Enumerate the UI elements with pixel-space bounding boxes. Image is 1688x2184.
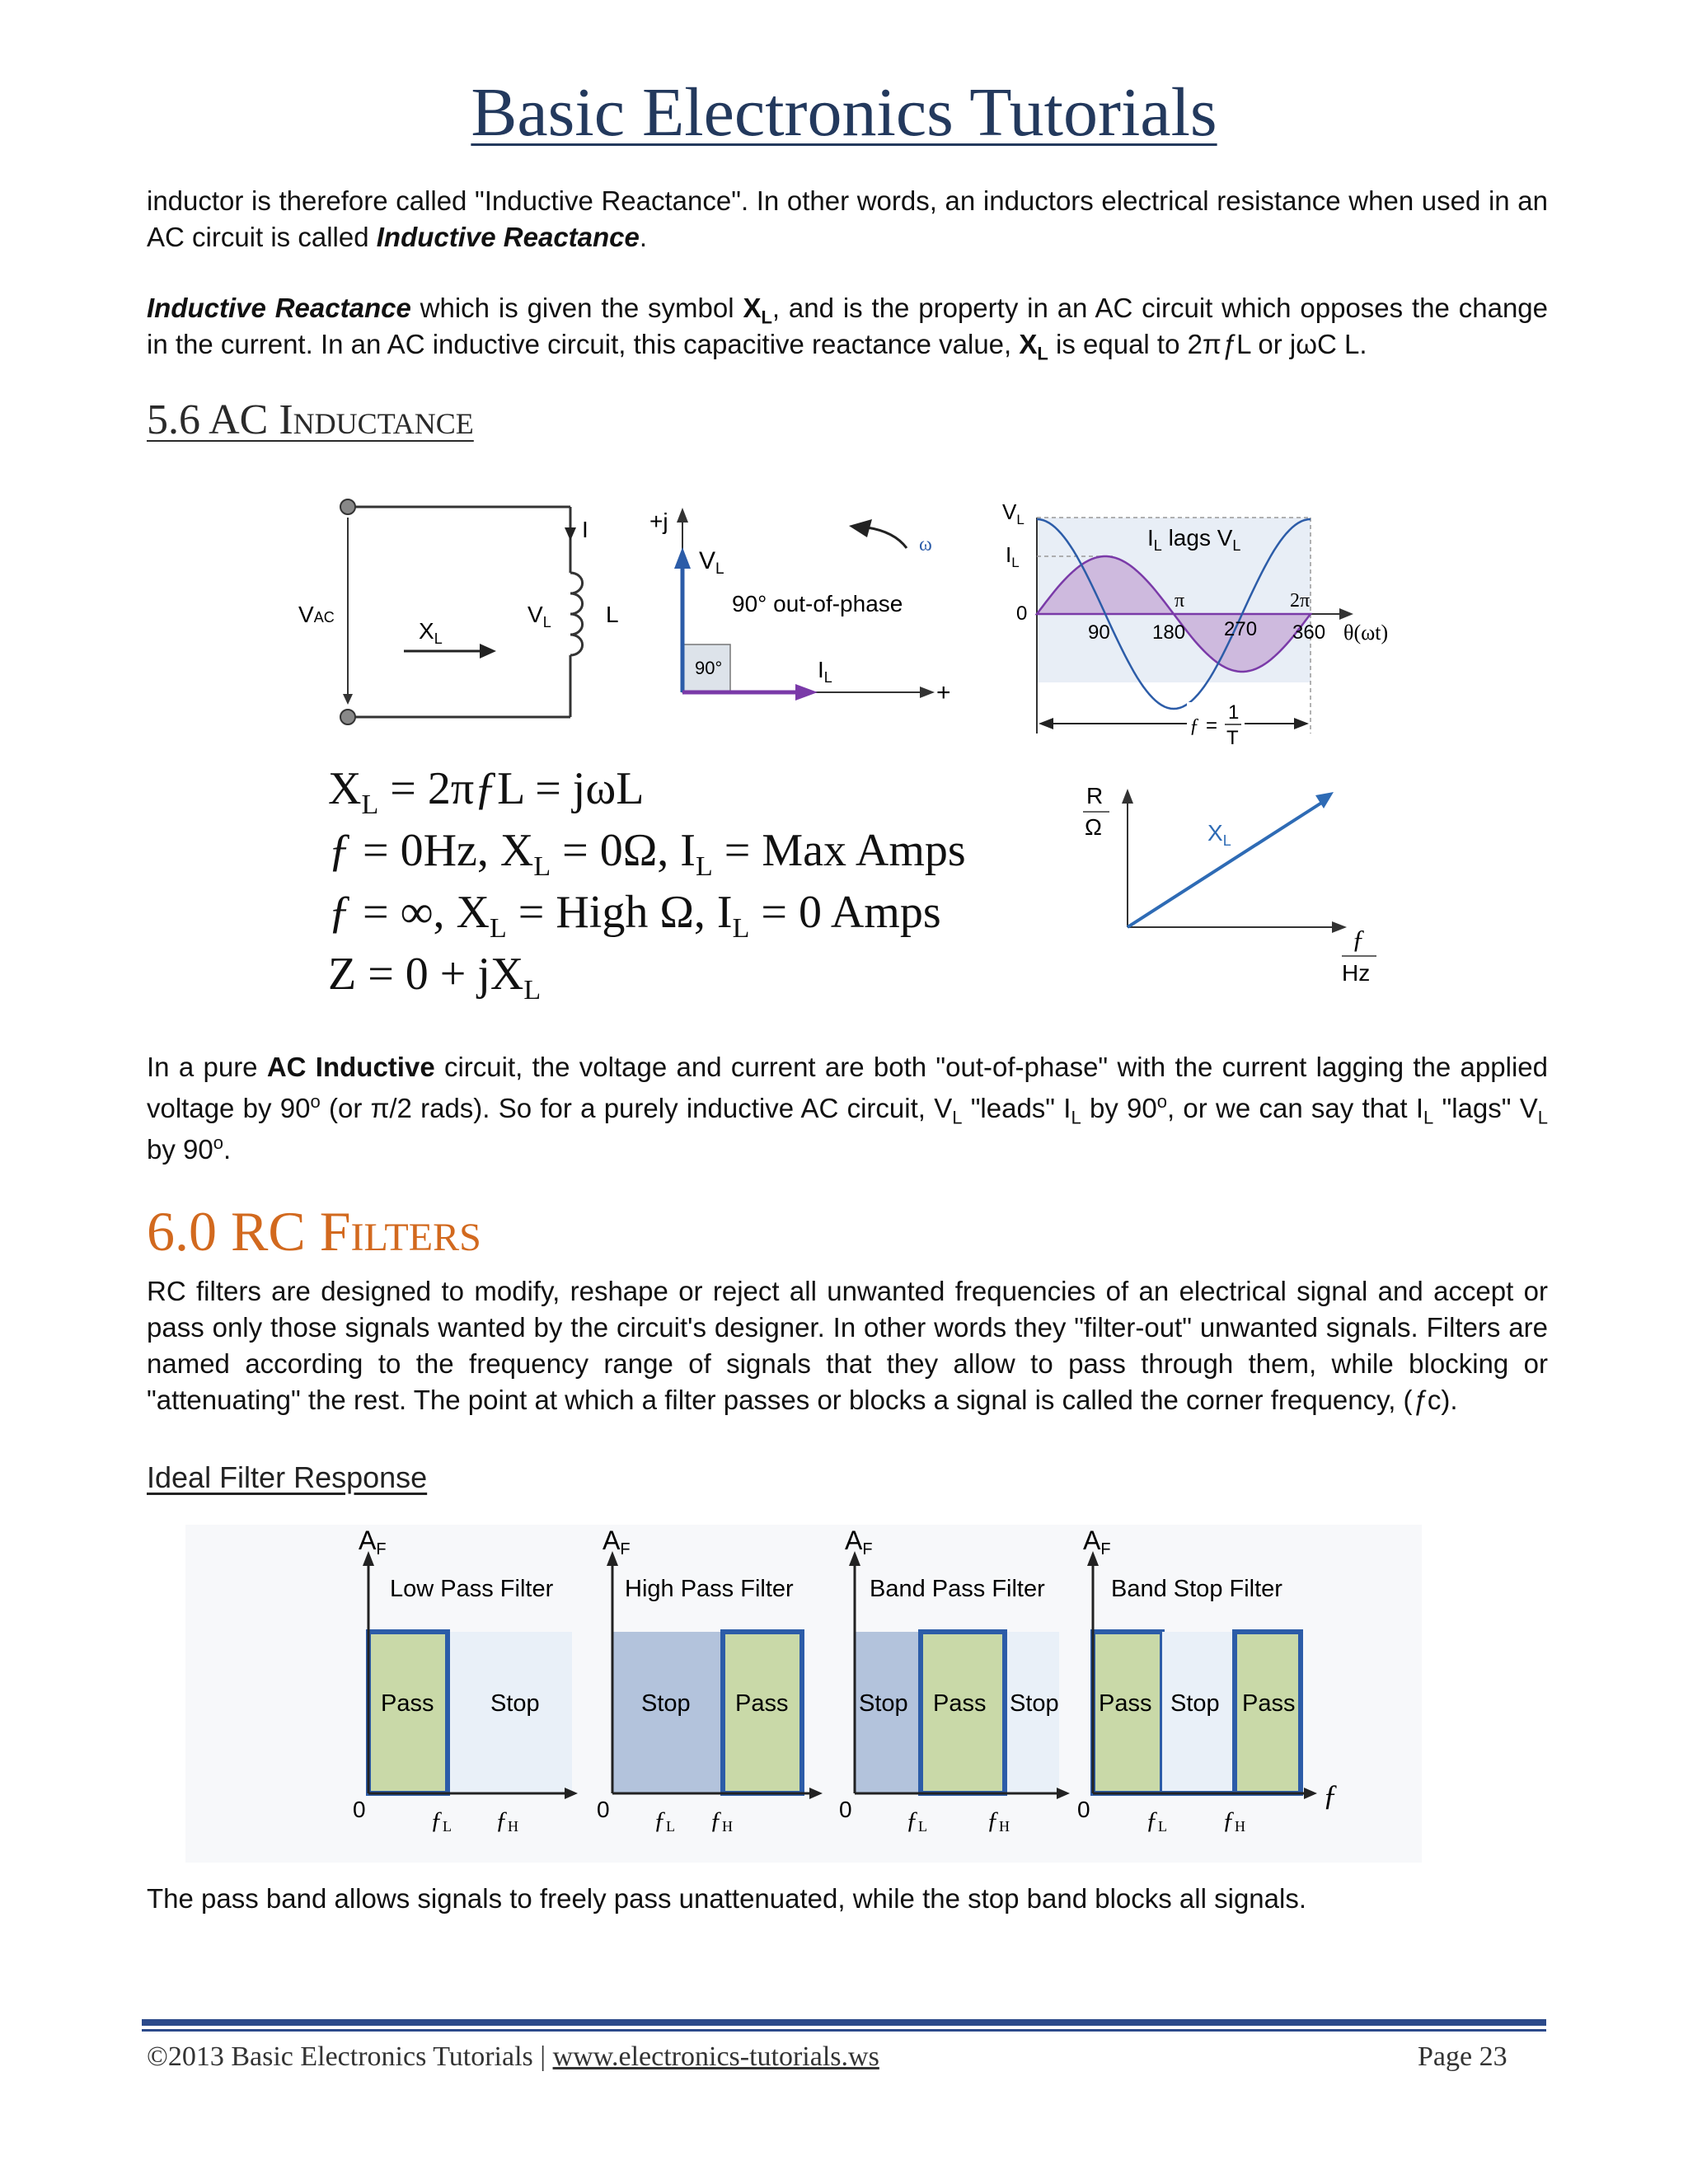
footer-link[interactable]: www.electronics-tutorials.ws [552, 2041, 879, 2072]
page-header [0, 73, 1688, 152]
bpf-zero: 0 [839, 1797, 852, 1822]
phasor-diagram [649, 508, 951, 706]
filter-f-axis: ƒ [1323, 1779, 1338, 1811]
footer-rule-thin [142, 2029, 1546, 2032]
intro-paragraph-1 [147, 183, 1548, 255]
ideal-filter-heading: Ideal Filter Response [147, 1460, 428, 1494]
lpf-stop-label: Stop [490, 1690, 540, 1717]
bsf-pass-low-label: Pass [1099, 1690, 1152, 1717]
footer-separator: | [532, 2041, 553, 2072]
equation-2: ƒ = 0Hz, $X_L = 0\Omega$, $I_L$ = Max Amps [328, 825, 966, 883]
bsf-title: Band Stop Filter [1111, 1576, 1282, 1602]
intro-text-5: L or jωC L. [1236, 329, 1367, 359]
bpf-af-label: AF [845, 1526, 873, 1558]
two-pi-label: 2π [1290, 590, 1311, 612]
footer-rule [142, 2019, 1546, 2026]
graph-xl-label: $X_L$ [1207, 820, 1231, 849]
terminal-bottom [340, 710, 355, 724]
phasor-il-label: $I_L$ [818, 657, 832, 686]
hpf-zero: 0 [597, 1797, 610, 1822]
header-title: Basic Electronics Tutorials [471, 74, 1217, 151]
waveform-zero: 0 [1016, 602, 1028, 625]
intro-emphasis: Inductive Reactance [376, 222, 640, 252]
waveform-il-label: $I_L$ [1006, 542, 1020, 570]
footer-page-number: Page 23 [1418, 2041, 1507, 2072]
xl-line [1128, 802, 1323, 927]
phasor-vl-label: $V_L$ [699, 547, 724, 578]
circuit-schematic [298, 499, 619, 724]
symbol-x-sub: L [761, 307, 772, 328]
bsf-zero: 0 [1077, 1797, 1090, 1822]
inductance-diagram [280, 486, 1434, 766]
section-heading-6-0 [147, 1199, 481, 1264]
ohm-label: Ω [1085, 814, 1102, 840]
equation-1: $X_L$ = 2πƒL = jωL [328, 763, 645, 821]
equation-4: $Z = 0 + jX_L$ [328, 949, 542, 1006]
equation-3: ƒ = ∞, $X_L$ = High Ω, $I_L = 0$ Amps [328, 887, 941, 944]
bpf-stop-low-label: Stop [859, 1690, 908, 1717]
bpf-title: Band Pass Filter [870, 1576, 1045, 1602]
freq-symbol: ƒ [1221, 329, 1237, 359]
bpf-fh: ƒH [987, 1807, 1010, 1835]
filter-response-diagram [185, 1525, 1422, 1863]
lpf-title: Low Pass Filter [390, 1576, 554, 1602]
hpf-fl: ƒL [654, 1807, 675, 1835]
hz-label: Hz [1342, 960, 1371, 986]
lpf-pass-label: Pass [381, 1690, 434, 1717]
bpf-pass-label: Pass [933, 1690, 987, 1717]
intro-emphasis-2: Inductive Reactance [147, 293, 411, 323]
terminal-top [340, 499, 355, 514]
inductor-label: L [606, 602, 619, 627]
intro-text-end: . [639, 222, 648, 252]
vac-label: VAC [298, 602, 335, 627]
plus-label: + [936, 679, 951, 706]
rc-paragraph: RC filters are designed to modify, reshape or reject all unwanted frequencies of an electrical signal and accept or pass only those signals wanted by the circuit's designer. In other words they "filter-out" unwanted signals. Filters are named according to the frequency range of signals that they allow to pass through them, while blocking or "attenuating" the rest. The point at which a filter passes or blocks a signal is called the corner frequency, (ƒc). [147, 1276, 1548, 1415]
circuit-xl-label: $X_L$ [419, 618, 443, 647]
lags-label: $I_L$ lags $V_L$ [1147, 525, 1241, 554]
lpf-af-label: AF [359, 1526, 387, 1558]
graph-f-label: ƒ [1352, 924, 1365, 954]
hpf-fh: ƒH [710, 1807, 733, 1835]
current-label: I [582, 517, 588, 542]
inductor-coil [570, 573, 583, 655]
tick-270: 270 [1224, 618, 1258, 640]
plus-j-label: +j [649, 509, 668, 534]
symbol-x: X [743, 293, 762, 323]
r-label: R [1086, 783, 1104, 808]
circuit-vl-label: $V_L$ [528, 602, 551, 630]
current-arrow [565, 527, 576, 541]
bsf-pass-high-label: Pass [1242, 1690, 1296, 1717]
theta-axis-label: θ(ωt) [1343, 621, 1389, 644]
intro-text-3: , and is the property in an AC circuit which opposes the change in the current. In an AC inductive circuit, this capacitive reactance value, [147, 293, 1549, 359]
section-heading-5-6 [147, 396, 474, 444]
tick-180: 180 [1152, 621, 1186, 644]
freq-num: 1 [1228, 701, 1240, 724]
symbol-x-sub-2: L [1037, 343, 1048, 364]
intro-text: inductor is therefore called "Inductive Reactance". In other words, an inductors electrical resistance when used in an AC circuit is called [147, 185, 1548, 252]
tick-90: 90 [1088, 621, 1110, 644]
section-title-rc: 6.0 RC Filters [147, 1200, 481, 1263]
symbol-x-2: X [1019, 329, 1038, 359]
intro-text-2: which is given the symbol [410, 293, 743, 323]
intro-text-4: is equal to 2π [1048, 329, 1221, 359]
hpf-pass-label: Pass [735, 1690, 789, 1717]
freq-f: ƒ [1189, 715, 1199, 737]
angle-label: 90° [695, 658, 723, 678]
hpf-af-label: AF [603, 1526, 631, 1558]
bsf-af-label: AF [1083, 1526, 1111, 1558]
bsf-fl: ƒL [1146, 1807, 1167, 1835]
out-of-phase-label: 90° out-of-phase [732, 591, 903, 616]
tick-360: 360 [1292, 621, 1326, 644]
section-title: 5.6 AC Inductance [147, 396, 474, 443]
reactance-frequency-graph [1071, 779, 1418, 993]
footer-left [147, 2041, 879, 2073]
footer-copyright: ©2013 Basic Electronics Tutorials [147, 2041, 533, 2072]
pi-label: π [1175, 590, 1185, 612]
omega-label: ω [919, 534, 932, 555]
hpf-stop-label: Stop [641, 1690, 691, 1717]
xl-arrow [480, 644, 496, 658]
freq-den: T [1226, 727, 1239, 749]
bsf-stop-label: Stop [1170, 1690, 1220, 1717]
inductive-paragraph: In a pure AC Inductive circuit, the voltage and current are both "out-of-phase" with the current lagging the applied voltage by 90$^o$ (or π/2 rads). So for a purely inductive AC circuit, $V_L$ "leads" $I_L$ by 90$^o$, or we can say that $I_L$ "lags" $V_L$ by 90$^o$. [147, 1052, 1548, 1165]
waveform-graph [1002, 499, 1388, 749]
intro-paragraph-2 [147, 290, 1548, 363]
bsf-fh: ƒH [1222, 1807, 1245, 1835]
lpf-fh: ƒH [495, 1807, 518, 1835]
bpf-stop-high-label: Stop [1010, 1690, 1059, 1717]
closing-paragraph: The pass band allows signals to freely pass unattenuated, while the stop band blocks all signals. [147, 1883, 1307, 1914]
lpf-fl: ƒL [430, 1807, 452, 1835]
freq-eq: = [1206, 715, 1218, 737]
rotation-arc [867, 527, 907, 548]
hpf-title: High Pass Filter [625, 1576, 794, 1602]
bpf-fl: ƒL [906, 1807, 927, 1835]
lpf-zero: 0 [353, 1797, 366, 1822]
waveform-vl-label: $V_L$ [1002, 499, 1025, 527]
